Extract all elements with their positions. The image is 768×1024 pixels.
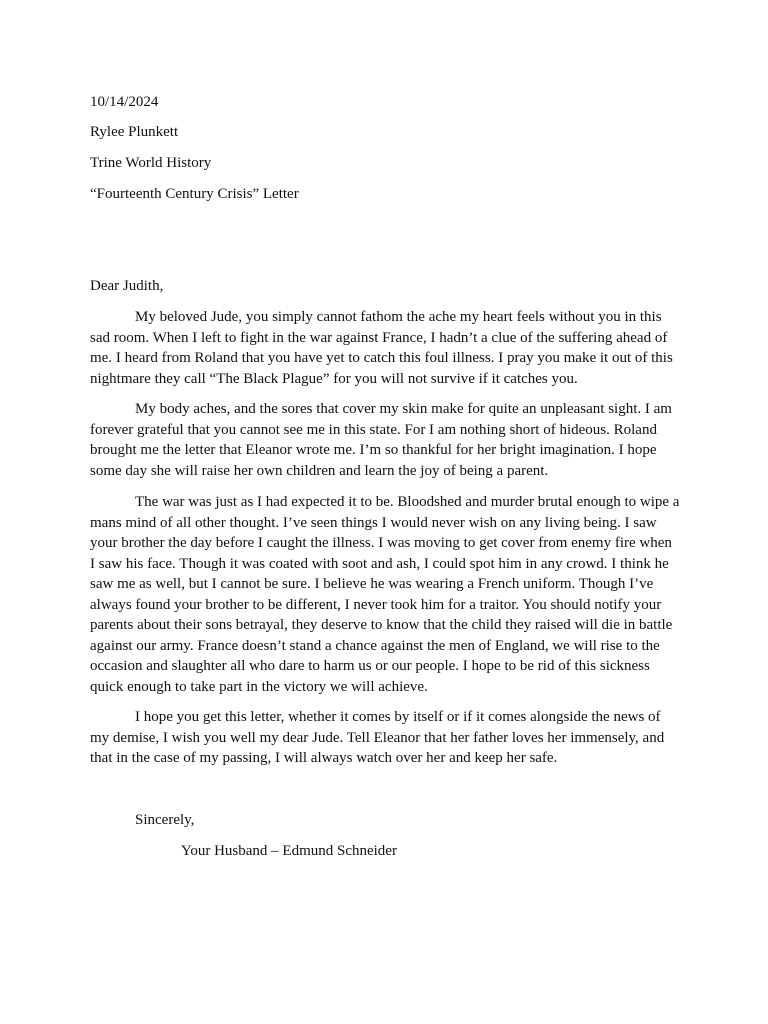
letter-paragraph: I hope you get this letter, whether it comes by itself or if it comes alongside the news of my demise, I wish you well my dear Jude. Tell Eleanor that her father loves her immensely, and that in the case of my passing, I will always watch over her and keep her safe. <box>90 709 665 766</box>
letter-closing: Sincerely, <box>135 812 195 828</box>
header-course: Trine World History <box>90 155 212 171</box>
header-date: 10/14/2024 <box>90 94 159 110</box>
letter-signature: Your Husband – Edmund Schneider <box>181 843 397 859</box>
letter-salutation: Dear Judith, <box>90 278 164 294</box>
letter-paragraph: My beloved Jude, you simply cannot fathom the ache my heart feels without you in this sad room. When I left to fight in the war against France, I hadn’t a clue of the suffering ahead of me. I heard from Roland that you have yet to catch this foul illness. I pray you make it out of this nightmare they call “The Black Plague” for you will not survive if it catches you. <box>90 309 673 387</box>
letter-paragraph: The war was just as I had expected it to be. Bloodshed and murder brutal enough to wipe a mans mind of all other thought. I’ve seen things I would never wish on any living being. I saw your brother the day before I caught the illness. I was moving to get cover from enemy fire when I saw his face. Though it was coated with soot and ash, I could spot him in any crowd. I think he saw me as well, but I cannot be sure. I believe he was wearing a French uniform. Though I’ve always found your brother to be different, I never took him for a traitor. You should notify your parents about their sons betrayal, they deserve to know that the child they raised will die in battle against our army. France doesn’t stand a chance against the men of England, we will rise to the occasion and slaughter all who dare to harm us or our people. I hope to be rid of this sickness quick enough to take part in the victory we will achieve. <box>90 494 680 695</box>
header-assignment-title: “Fourteenth Century Crisis” Letter <box>90 186 299 202</box>
header-student-name: Rylee Plunkett <box>90 124 179 140</box>
letter-paragraph: My body aches, and the sores that cover my skin make for quite an unpleasant sight. I am forever grateful that you cannot see me in this state. For I am nothing short of hideous. Roland brought me the letter that Eleanor wrote me. I’m so thankful for her bright imagination. I hope some day she will raise her own children and learn the joy of being a parent. <box>90 401 672 479</box>
